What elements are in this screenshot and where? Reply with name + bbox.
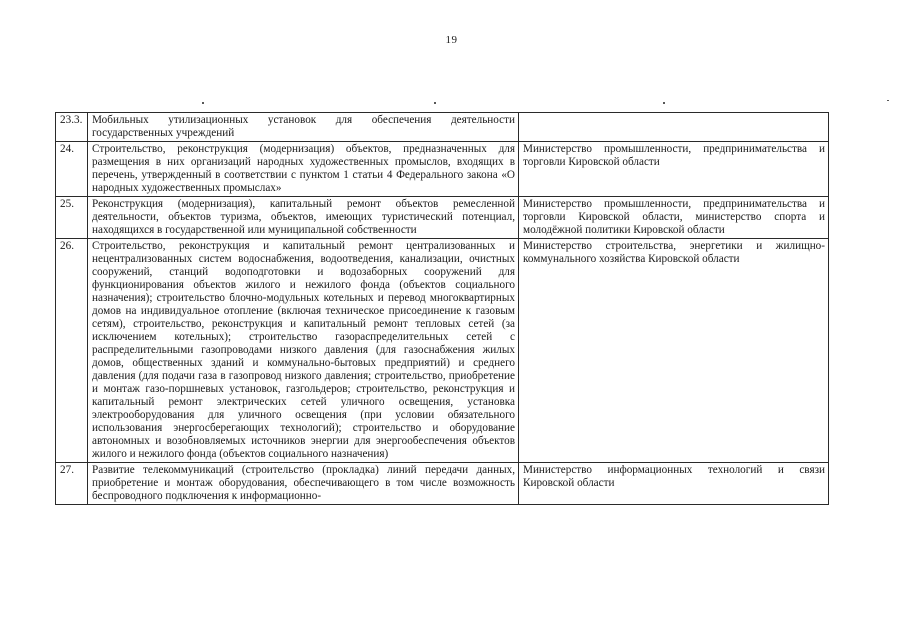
scan-dot (202, 102, 204, 104)
row-responsible (519, 113, 829, 142)
row-description: Мобильных утилизационных установок для обеспечения деятельности государственных учреждений (88, 113, 519, 142)
row-description: Реконструкция (модернизация), капитальный ремонт объектов ремесленной деятельности, объектов туризма, объектов, имеющих туристический потенциал, находящихся в государственной или муниципальной собственности (88, 197, 519, 239)
row-number: 25. (56, 197, 88, 239)
row-responsible: Министерство информационных технологий и связи Кировской области (519, 463, 829, 505)
table-row (56, 197, 829, 239)
row-responsible: Министерство промышленности, предпринимательства и торговли Кировской области (519, 142, 829, 197)
row-number: 26. (56, 239, 88, 463)
row-number: 23.3. (56, 113, 88, 142)
table-row (56, 463, 829, 505)
table-row (56, 239, 829, 463)
row-number: 24. (56, 142, 88, 197)
scan-dot (434, 102, 436, 104)
row-number: 27. (56, 463, 88, 505)
table-row (56, 142, 829, 197)
scan-dot (663, 102, 665, 104)
scan-dot (887, 100, 889, 101)
document-table (55, 112, 829, 505)
row-description: Строительство, реконструкция (модернизация) объектов, предназначенных для размещения в них организаций народных художественных промыслов, входящих в перечень, утвержденный в соответствии с пунктом 1 статьи 4 Федерального закона «О народных художественных промыслах» (88, 142, 519, 197)
table-row (56, 113, 829, 142)
row-description: Строительство, реконструкция и капитальный ремонт централизованных и нецентрализованных систем водоснабжения, водоотведения, канализации, очистных сооружений, станций водоподготовки и водозаборных сооружений для функционирования объектов жилого и нежилого фонда (объектов социального назначения); строительство блочно-модульных котельных и перевод многоквартирных домов на индивидуальное отопление (включая техническое присоединение к газовым сетям), строительство, реконструкция и капитальный ремонт тепловых сетей (за исключением котельных); строительство газораспределительных сетей с распределительными газопроводами низкого давления (для газоснабжения жилых домов, общественных зданий и коммунально-бытовых предприятий) и среднего давления (для подачи газа в газопровод низкого давления; строительство, приобретение и монтаж газо-поршневых установок, газгольдеров; строительство, реконструкция и капитальный ремонт электрических сетей уличного освещения, установка электрооборудования для уличного освещения (при условии обязательного использования энергосберегающих технологий); строительство и оборудование автономных и возобновляемых источников энергии для энергообеспечения объектов жилого и нежилого фонда (объектов социального назначения) (88, 239, 519, 463)
row-responsible: Министерство строительства, энергетики и жилищно-коммунального хозяйства Кировской области (519, 239, 829, 463)
row-description: Развитие телекоммуникаций (строительство (прокладка) линий передачи данных, приобретение и монтаж оборудования, обеспечивающего в том числе возможность беспроводного подключения к информационно- (88, 463, 519, 505)
row-responsible: Министерство промышленности, предпринимательства и торговли Кировской области, министерство спорта и молодёжной политики Кировской области (519, 197, 829, 239)
page-number: 19 (445, 34, 458, 46)
